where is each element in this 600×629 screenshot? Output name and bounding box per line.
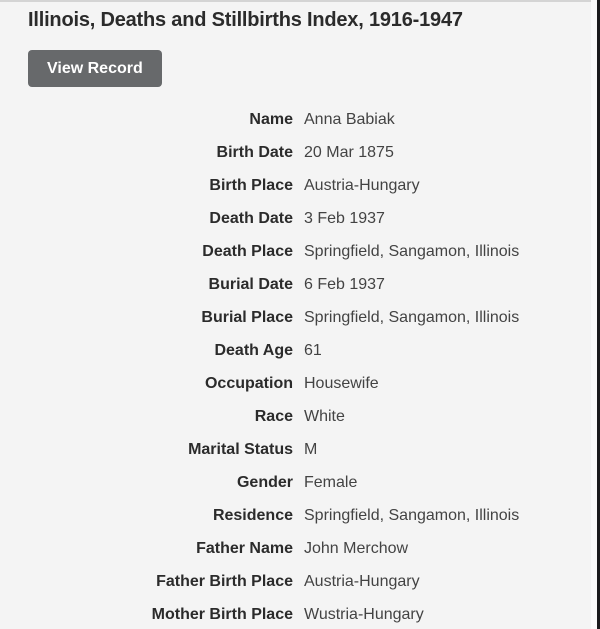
record-row [0, 136, 590, 169]
field-label: Marital Status [188, 440, 293, 458]
field-value: M [304, 440, 318, 458]
field-value: 20 Mar 1875 [304, 143, 394, 161]
record-row [0, 235, 590, 268]
page-title: Illinois, Deaths and Stillbirths Index, 1916-1947 [28, 9, 463, 31]
field-value: Female [304, 473, 358, 491]
field-value: Housewife [304, 374, 379, 392]
field-value: 3 Feb 1937 [304, 209, 385, 227]
field-value: 61 [304, 341, 322, 359]
record-row [0, 532, 590, 565]
field-label: Father Name [196, 539, 293, 557]
field-label: Residence [212, 506, 293, 524]
field-value: Anna Babiak [304, 110, 395, 128]
record-row [0, 169, 590, 202]
record-row [0, 433, 590, 466]
field-label: Death Date [209, 209, 293, 227]
field-label: Burial Place [201, 308, 293, 326]
field-label: Race [254, 407, 293, 425]
field-label: Burial Date [208, 275, 293, 293]
field-value: Springfield, Sangamon, Illinois [304, 242, 520, 260]
field-label: Occupation [204, 374, 293, 392]
record-row [0, 334, 590, 367]
record-row [0, 202, 590, 235]
field-label: Gender [236, 473, 293, 491]
record-row [0, 466, 590, 499]
field-label: Name [249, 110, 293, 128]
record-fields [0, 103, 590, 629]
view-record-button[interactable]: View Record [28, 50, 162, 87]
record-row [0, 103, 590, 136]
field-value: Springfield, Sangamon, Illinois [304, 506, 520, 524]
field-value: Austria-Hungary [304, 176, 420, 194]
record-row [0, 499, 590, 532]
field-label: Death Age [214, 341, 293, 359]
field-value: Austria-Hungary [304, 572, 420, 590]
field-value: Springfield, Sangamon, Illinois [304, 308, 520, 326]
field-label: Birth Date [216, 143, 293, 161]
field-label: Birth Place [209, 176, 293, 194]
field-label: Death Place [202, 242, 293, 260]
record-row [0, 301, 590, 334]
record-row [0, 367, 590, 400]
record-row [0, 400, 590, 433]
field-label: Mother Birth Place [151, 605, 293, 623]
field-value: 6 Feb 1937 [304, 275, 385, 293]
field-value: White [304, 407, 345, 425]
record-row [0, 565, 590, 598]
field-value: John Merchow [304, 539, 409, 557]
field-value: Wustria-Hungary [304, 605, 424, 623]
record-row [0, 598, 590, 629]
record-row [0, 268, 590, 301]
top-border [0, 0, 600, 2]
field-label: Father Birth Place [156, 572, 293, 590]
